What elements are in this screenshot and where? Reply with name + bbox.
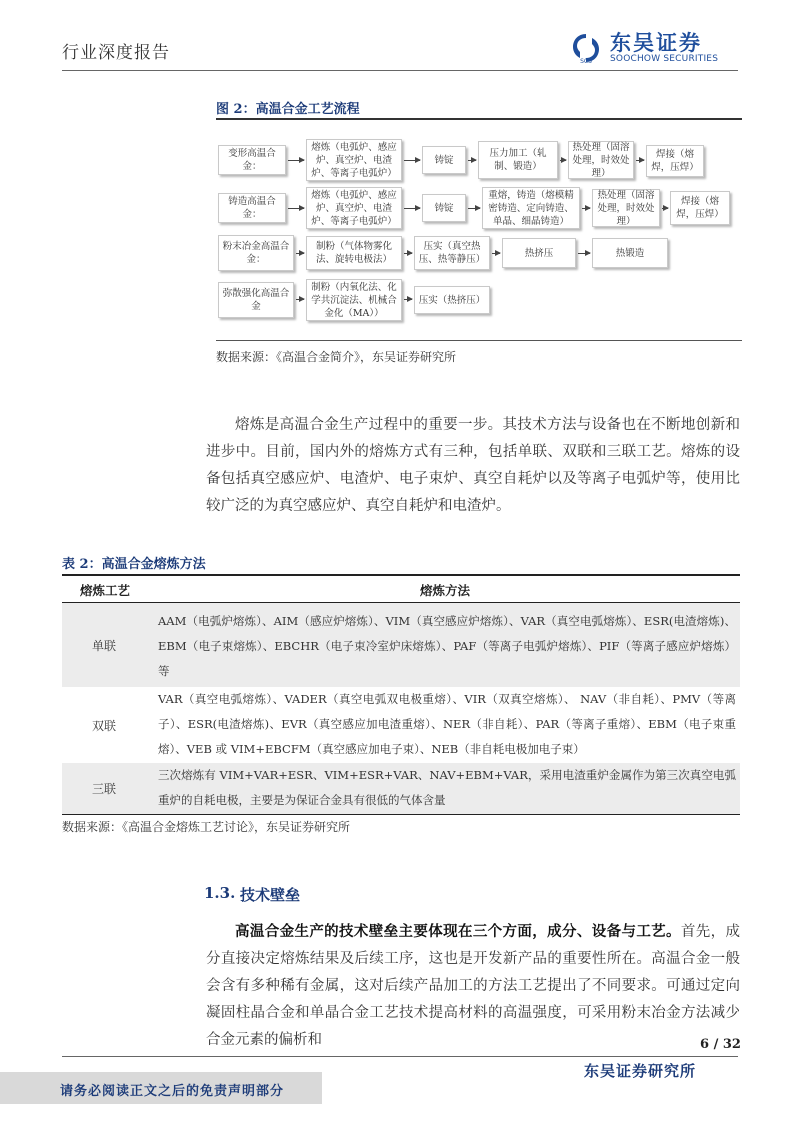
body-paragraph-barriers — [206, 918, 740, 1054]
arrow-icon — [468, 208, 480, 209]
table-header-process: 熔炼工艺 — [80, 583, 131, 598]
paragraph-body: 首先，成分直接决定熔炼结果及后续工序，这也是开发新产品的重要性所在。高温合金一般会含有多种稀有金属，这对后续产品加工的方法工艺提出了不同要求。可通过定向凝固柱晶合金和单晶合金工艺技术提高材料的高温强度，可采用粉末冶金方法减少合金元素的偏析和 — [206, 924, 740, 1048]
arrow-icon — [404, 253, 412, 254]
table-source: 数据来源：《高温合金熔炼工艺讨论》，东吴证券研究所 — [62, 820, 351, 834]
header-divider — [62, 70, 738, 71]
section-number: 1.3. — [204, 884, 236, 902]
figure-bottom-rule — [216, 340, 742, 341]
table-cell-process: 双联 — [91, 718, 116, 733]
flow-box-ingot: 铸锭 — [422, 194, 466, 222]
arrow-icon — [582, 208, 590, 209]
flow-box-welding: 焊接（熔焊，压焊） — [646, 145, 704, 177]
logo-abbr: SCS — [580, 58, 592, 64]
flow-box-compaction: 压实（真空热压、热等静压） — [414, 236, 490, 270]
table-bottom-rule — [62, 814, 740, 815]
table-row — [62, 603, 740, 687]
logo-en-text: SOOCHOW SECURITIES — [610, 54, 719, 64]
figure-source: 数据来源：《高温合金简介》，东吴证券研究所 — [216, 350, 457, 364]
table-header-method: 熔炼方法 — [420, 583, 471, 598]
arrow-icon — [636, 160, 644, 161]
arrow-icon — [662, 208, 668, 209]
table-cell-process: 三联 — [91, 782, 116, 796]
flow-box-press-processing: 压力加工（轧制、锻造） — [478, 141, 558, 179]
flow-box-hot-extrusion: 热挤压 — [502, 238, 576, 268]
report-type-label: 行业深度报告 — [62, 43, 170, 63]
table-row — [62, 687, 740, 763]
flow-box-dispersion-alloy: 弥散强化高温合金 — [218, 282, 294, 318]
page-number: 6 / 32 — [700, 1037, 741, 1052]
arrow-icon — [404, 299, 412, 300]
arrow-icon — [296, 299, 304, 300]
flow-box-welding: 焊接（熔焊，压焊） — [670, 191, 730, 225]
flow-box-heat-treatment: 热处理（固溶处理，时效处理） — [568, 141, 634, 179]
arrow-icon — [560, 160, 566, 161]
arrow-icon — [404, 208, 420, 209]
company-logo — [570, 32, 718, 64]
logo-cn-text: 东吴证券 — [610, 31, 702, 55]
lead-sentence: 高温合金生产的技术壁垒主要体现在三个方面，成分、设备与工艺。 — [235, 923, 681, 940]
flow-box-wrought-alloy: 变形高温合金： — [218, 145, 286, 175]
header-tick — [732, 70, 738, 71]
footer-divider — [62, 1056, 738, 1057]
flow-box-heat-treatment: 热处理（固溶处理，时效处理） — [592, 189, 660, 227]
arrow-icon — [296, 253, 304, 254]
flow-box-compaction: 压实（热挤压） — [414, 286, 490, 314]
body-paragraph-smelting: 熔炼是高温合金生产过程中的重要一步。其技术方法与设备也在不断地创新和进步中。目前，国内外的熔炼方式有三种，包括单联、双联和三联工艺。熔炼的设备包括真空感应炉、电渣炉、电子束炉、真空自耗炉以及等离子电弧炉等，使用比较广泛的为真空感应炉、真空自耗炉和电渣炉。 — [206, 417, 740, 514]
table-title: 表 2：高温合金熔炼方法 — [62, 557, 206, 572]
flow-box-powder-making: 制粉（气体物雾化法、旋转电极法） — [306, 236, 402, 270]
section-title: 技术壁垒 — [240, 886, 301, 904]
footer-org: 东吴证券研究所 — [584, 1062, 697, 1080]
flow-box-powder-making: 制粉（内氧化法、化学共沉淀法、机械合金化（MA）） — [306, 279, 402, 321]
flow-box-smelting: 熔炼（电弧炉、感应炉、真空炉、电渣炉、等离子电弧炉） — [306, 139, 402, 181]
table-cell-methods: 三次熔炼有 VIM+VAR+ESR、VIM+ESR+VAR、NAV+EBM+VAR，采用电渣重炉金属作为第三次真空电弧重炉的自耗电极，主要是为保证合金具有很低的气体含量 — [158, 768, 736, 807]
table-header-row — [62, 576, 740, 602]
figure-top-rule — [216, 118, 742, 120]
arrow-icon — [468, 160, 476, 161]
flow-box-smelting: 熔炼（电弧炉、感应炉、真空炉、电渣炉、等离子电弧炉） — [306, 187, 402, 229]
table-row — [62, 763, 740, 814]
arrow-icon — [492, 253, 500, 254]
arrow-icon — [404, 160, 420, 161]
flow-box-ingot: 铸锭 — [422, 146, 466, 174]
flow-box-hot-forging: 热锻造 — [592, 238, 668, 268]
flow-box-remelting-casting: 重熔，铸造（熔模精密铸造、定向铸造、单晶、细晶铸造） — [482, 187, 580, 229]
table-cell-methods: VAR（真空电弧熔炼）、VADER（真空电弧双电极重熔）、VIR（双真空熔炼）、 NAV（非自耗）、PMV（等离子）、ESR(电渣熔炼)、EVR（真空感应加电渣重熔）、NER（非自耗）、PAR（等离子重熔）、EBM（电子束重熔）、VEB 或 VIM+EBCFM（真空感应加电子束）、NEB（非自耗电极加电子束） — [158, 692, 736, 756]
arrow-icon — [288, 208, 304, 209]
table-cell-process: 单联 — [91, 638, 116, 653]
logo-icon — [570, 32, 602, 64]
flow-box-cast-alloy: 铸造高温合金： — [218, 193, 286, 223]
disclaimer-text: 请务必阅读正文之后的免责声明部分 — [60, 1084, 285, 1099]
flow-box-powder-alloy: 粉末冶金高温合金： — [218, 235, 294, 271]
table-cell-methods: AAM（电弧炉熔炼）、AIM（感应炉熔炼）、VIM（真空感应炉熔炼）、VAR（真空电弧熔炼）、ESR(电渣熔炼)、EBM（电子束熔炼）、EBCHR（电子束冷室炉床熔炼）、PAF（等离子电弧炉熔炼）、PIF（等离子感应炉熔炼）等 — [158, 614, 736, 678]
arrow-icon — [288, 160, 304, 161]
figure-title: 图 2：高温合金工艺流程 — [216, 102, 360, 117]
arrow-icon — [578, 253, 590, 254]
